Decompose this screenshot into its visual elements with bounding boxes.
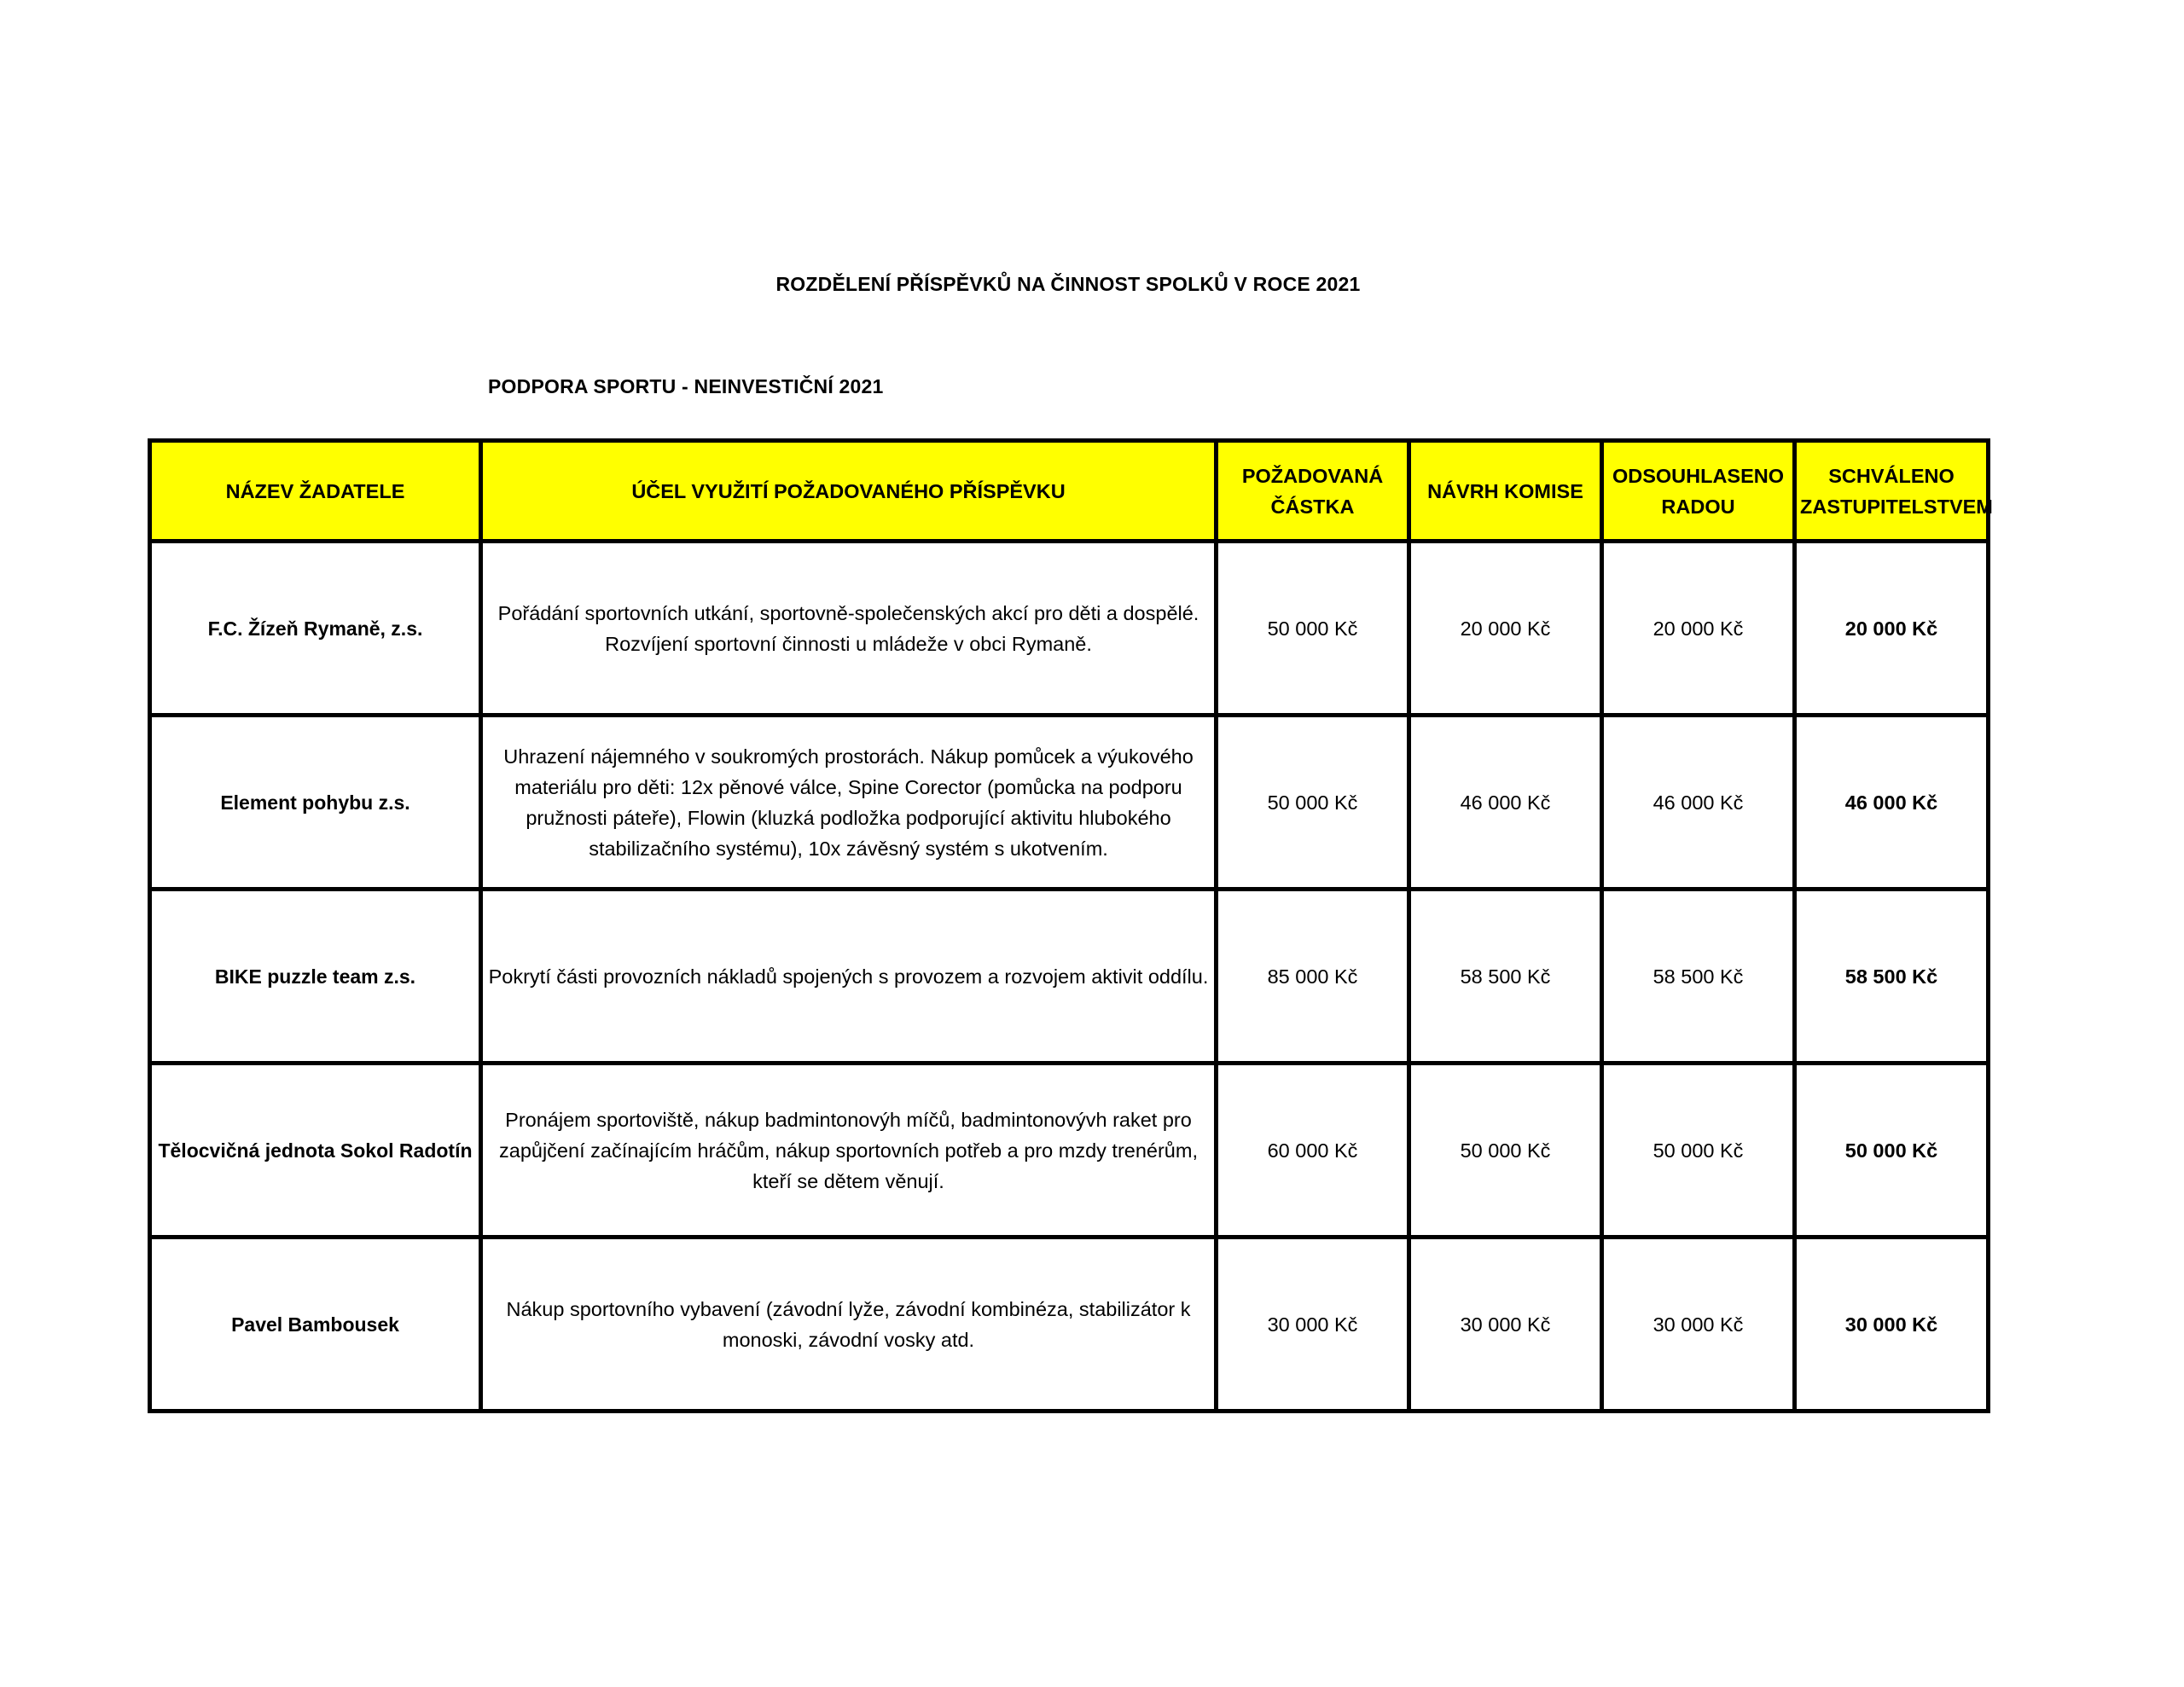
council-amount: 58 500 Kč xyxy=(1602,890,1795,1064)
header-requested-amount: POŽADOVANÁ ČÁSTKA xyxy=(1217,441,1409,542)
purpose-text: Uhrazení nájemného v soukromých prostorách. Nákup pomůcek a výukového materiálu pro děti: 12x pěnové válce, Spine Corector (pomůcka na podporu pružnosti páteře), Flowin (kluzká podložka podporující aktivitu hlubokého stabilizačního systému), 10x závěsný systém s ukotvením. xyxy=(481,716,1217,890)
council-amount: 50 000 Kč xyxy=(1602,1064,1795,1238)
applicant-name: Element pohybu z.s. xyxy=(150,716,481,890)
table-body xyxy=(150,542,1989,1412)
applicant-name: Pavel Bambousek xyxy=(150,1238,481,1412)
header-purpose: ÚČEL VYUŽITÍ POŽADOVANÉHO PŘÍSPĚVKU xyxy=(481,441,1217,542)
requested-amount: 50 000 Kč xyxy=(1217,716,1409,890)
council-amount: 30 000 Kč xyxy=(1602,1238,1795,1412)
approved-amount: 50 000 Kč xyxy=(1795,1064,1989,1238)
approved-amount: 58 500 Kč xyxy=(1795,890,1989,1064)
table-row xyxy=(150,1064,1989,1238)
header-applicant-name: NÁZEV ŽADATELE xyxy=(150,441,481,542)
table-row xyxy=(150,890,1989,1064)
applicant-name: Tělocvičná jednota Sokol Radotín xyxy=(150,1064,481,1238)
header-council-approved: ODSOUHLASENO RADOU xyxy=(1602,441,1795,542)
committee-amount: 30 000 Kč xyxy=(1409,1238,1602,1412)
document-title: ROZDĚLENÍ PŘÍSPĚVKŮ NA ČINNOST SPOLKŮ V ROCE 2021 xyxy=(775,273,1361,295)
purpose-text: Pronájem sportoviště, nákup badmintonovýh míčů, badmintonovývh raket pro zapůjčení začínajícím hráčům, nákup sportovních potřeb a pro mzdy trenérům, kteří se dětem věnují. xyxy=(481,1064,1217,1238)
requested-amount: 60 000 Kč xyxy=(1217,1064,1409,1238)
approved-amount: 30 000 Kč xyxy=(1795,1238,1989,1412)
committee-amount: 20 000 Kč xyxy=(1409,542,1602,716)
committee-amount: 58 500 Kč xyxy=(1409,890,1602,1064)
purpose-text: Pořádání sportovních utkání, sportovně-společenských akcí pro děti a dospělé. Rozvíjení sportovní činnosti u mládeže v obci Rymaně. xyxy=(481,542,1217,716)
applicant-name: F.C. Žízeň Rymaně, z.s. xyxy=(150,542,481,716)
applicant-name: BIKE puzzle team z.s. xyxy=(150,890,481,1064)
requested-amount: 50 000 Kč xyxy=(1217,542,1409,716)
purpose-text: Nákup sportovního vybavení (závodní lyže, závodní kombinéza, stabilizátor k monoski, závodní vosky atd. xyxy=(481,1238,1217,1412)
section-title: PODPORA SPORTU - NEINVESTIČNÍ 2021 xyxy=(488,375,884,397)
grants-table xyxy=(148,438,1993,1413)
table-row xyxy=(150,716,1989,890)
approved-amount: 20 000 Kč xyxy=(1795,542,1989,716)
council-amount: 20 000 Kč xyxy=(1602,542,1795,716)
table-header xyxy=(150,441,1993,542)
header-assembly-approved: SCHVÁLENO ZASTUPITELSTVEM xyxy=(1795,441,1989,542)
approved-amount: 46 000 Kč xyxy=(1795,716,1989,890)
requested-amount: 85 000 Kč xyxy=(1217,890,1409,1064)
header-committee-proposal: NÁVRH KOMISE xyxy=(1409,441,1602,542)
committee-amount: 50 000 Kč xyxy=(1409,1064,1602,1238)
requested-amount: 30 000 Kč xyxy=(1217,1238,1409,1412)
committee-amount: 46 000 Kč xyxy=(1409,716,1602,890)
table-row xyxy=(150,1238,1989,1412)
header-row xyxy=(150,441,1989,542)
council-amount: 46 000 Kč xyxy=(1602,716,1795,890)
purpose-text: Pokrytí části provozních nákladů spojených s provozem a rozvojem aktivit oddílu. xyxy=(481,890,1217,1064)
table-row xyxy=(150,542,1989,716)
